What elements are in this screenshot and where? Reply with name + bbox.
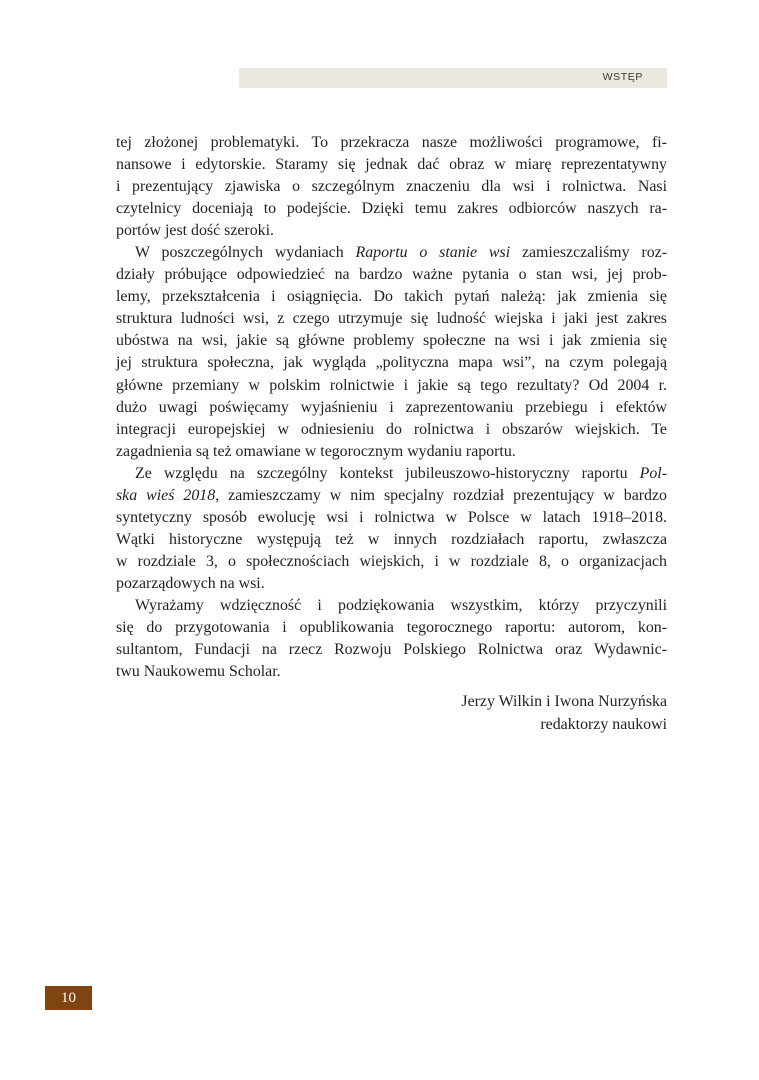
report-title-italic: Raportu o stanie wsi bbox=[355, 244, 511, 262]
text-line: pozarządowych na wsi. bbox=[116, 574, 265, 592]
text-line: jej struktura społeczna, jak wygląda „polityczna mapa wsi”, na czym polegają bbox=[116, 354, 667, 372]
body-text bbox=[116, 132, 667, 683]
signature-role: redaktorzy naukowi bbox=[540, 715, 667, 733]
text-run: , zamieszczamy w nim specjalny rozdział prezentujący w bardzo bbox=[215, 486, 667, 504]
report-title-italic: ska wieś 2018 bbox=[116, 486, 216, 504]
text-line: syntetyczny sposób ewolucję wsi i rolnictwa w Polsce w latach 1918–2018. bbox=[116, 508, 667, 526]
running-header-bar bbox=[239, 68, 667, 88]
text-line bbox=[116, 485, 667, 507]
text-line: sultantom, Fundacji na rzecz Rozwoju Polskiego Rolnictwa oraz Wydawnic- bbox=[116, 641, 667, 659]
text-line: tej złożonej problematyki. To przekracza nasze możliwości programowe, fi- bbox=[116, 134, 667, 151]
report-title-italic: Pol- bbox=[639, 464, 667, 482]
text-run: W poszczególnych wydaniach bbox=[135, 244, 356, 262]
text-line: w rozdziale 3, o społecznościach wiejskich, i w rozdziale 8, o organizacjach bbox=[116, 552, 667, 570]
text-line: działy próbujące odpowiedzieć na bardzo ważne pytania o stan wsi, jej prob- bbox=[116, 266, 667, 284]
text-line: i prezentujący zjawiska o szczególnym znaczeniu dla wsi i rolnictwa. Nasi bbox=[116, 178, 667, 196]
text-line: twu Naukowemu Scholar. bbox=[116, 663, 281, 681]
text-line: integracji europejskiej w odniesieniu do rolnictwa i obszarów wiejskich. Te bbox=[116, 420, 667, 438]
text-line: Wyrażamy wdzięczność i podziękowania wszystkim, którzy przyczynili bbox=[135, 596, 667, 614]
text-line: dużo uwagi poświęcamy wyjaśnieniu i zaprezentowaniu przebiegu i efektów bbox=[116, 398, 667, 416]
text-line bbox=[116, 242, 667, 264]
text-line: czytelnicy doceniają to podejście. Dzięki temu zakres odbiorców naszych ra- bbox=[116, 200, 667, 218]
signature-names: Jerzy Wilkin i Iwona Nurzyńska bbox=[461, 693, 667, 710]
paragraph-1 bbox=[116, 132, 667, 242]
text-line: portów jest dość szeroki. bbox=[116, 222, 274, 240]
text-line: ubóstwa na wsi, jakie są główne problemy społeczne na wsi i jak zmienia się bbox=[116, 332, 667, 350]
text-line: Wątki historyczne występują też w innych rozdziałach raportu, zwłaszcza bbox=[116, 530, 667, 548]
text-run: Ze względu na szczególny kontekst jubileuszowo-historyczny raportu bbox=[135, 464, 640, 482]
text-line: lemy, przekształcenia i osiągnięcia. Do takich pytań należą: jak zmienia się bbox=[116, 288, 667, 306]
text-line: się do przygotowania i opublikowania tegorocznego raportu: autorom, kon- bbox=[116, 619, 667, 637]
signature-block bbox=[267, 691, 667, 736]
text-line: nansowe i edytorskie. Staramy się jednak dać obraz w miarę reprezentatywny bbox=[116, 156, 667, 174]
text-line: główne przemiany w polskim rolnictwie i jakie są tego rezultaty? Od 2004 r. bbox=[116, 376, 667, 394]
text-line: zagadnienia są też omawiane w tegorocznym wydaniu raportu. bbox=[116, 442, 516, 460]
text-run: zamieszczaliśmy roz- bbox=[510, 244, 667, 262]
text-line: struktura ludności wsi, z czego utrzymuje się ludność wiejska i jaki jest zakres bbox=[116, 310, 667, 328]
paragraph-4 bbox=[116, 595, 667, 683]
paragraph-2 bbox=[116, 242, 667, 462]
text-line bbox=[116, 463, 667, 485]
paragraph-3 bbox=[116, 463, 667, 595]
page-number: 10 bbox=[45, 986, 92, 1010]
section-label: WSTĘP bbox=[602, 71, 643, 83]
